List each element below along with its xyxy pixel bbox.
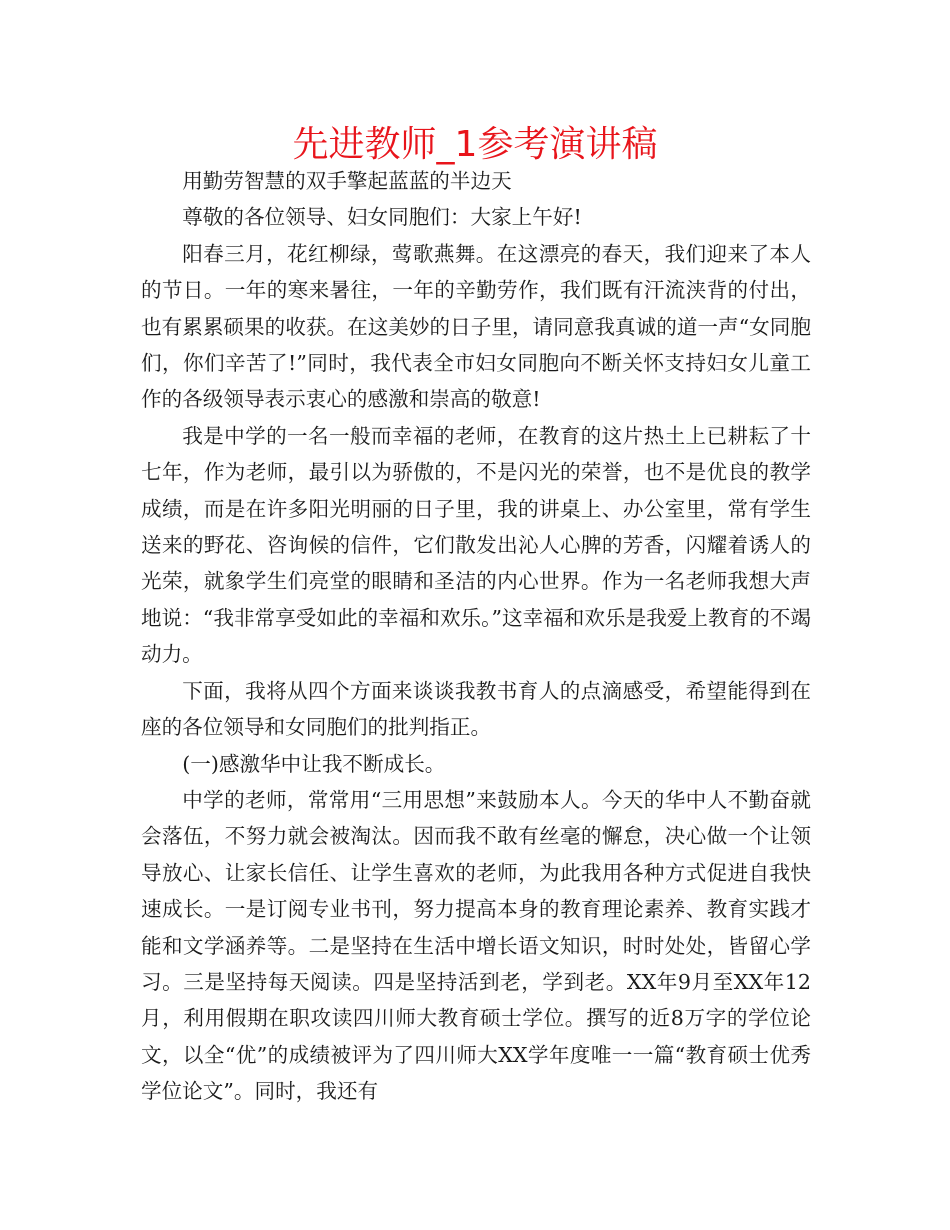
- body-paragraph: 中学的老师，常常用“三用思想”来鼓励本人。今天的华中人不勤奋就会落伍，不努力就会被淘汰。因而我不敢有丝毫的懈怠，决心做一个让领导放心、让家长信任、让学生喜欢的老师，为此我用各种方式促进自我快速成长。一是订阅专业书刊，努力提高本身的教育理论素养、教育实践才能和文学涵养等。二是坚持在生活中增长语文知识，时时处处，皆留心学习。三是坚持每天阅读。四是坚持活到老，学到老。XX年9月至XX年12月，利用假期在职攻读四川师大教育硕士学位。撰写的近8万字的学位论文，以全“优”的成绩被评为了四川师大XX学年度唯一一篇“教育硕士优秀学位论文”。同时，我还有: [141, 787, 811, 1104]
- subtitle-paragraph: 用勤劳智慧的双手擎起蓝蓝的半边天: [182, 169, 512, 193]
- body-paragraph: 我是中学的一名一般而幸福的老师，在教育的这片热土上已耕耘了十七年，作为老师，最引以为骄傲的，不是闪光的荣誉，也不是优良的教学成绩，而是在许多阳光明丽的日子里，我的讲桌上、办公室里，常有学生送来的野花、咨询候的信件，它们散发出沁人心脾的芳香，闪耀着诱人的光荣，就象学生们亮堂的眼睛和圣洁的内心世界。作为一名老师我想大声地说：“我非常享受如此的幸福和欢乐。”这幸福和欢乐是我爱上教育的不竭动力。: [141, 423, 811, 667]
- body-paragraph: 下面，我将从四个方面来谈谈我教书育人的点滴感受，希望能得到在座的各位领导和女同胞们的批判指正。: [141, 678, 811, 740]
- greeting-paragraph: 尊敬的各位领导、妇女同胞们：大家上午好!: [182, 205, 582, 230]
- section-heading: (一)感激华中让我不断成长。: [182, 751, 446, 776]
- document-title: 先进教师_1参考演讲稿: [292, 124, 658, 165]
- document-body: [141, 163, 811, 1110]
- body-paragraph: 阳春三月，花红柳绿，莺歌燕舞。在这漂亮的春天，我们迎来了本人的节日。一年的寒来暑往，一年的辛勤劳作，我们既有汗流浃背的付出，也有累累硕果的收获。在这美妙的日子里，请同意我真诚的道一声“女同胞们，你们辛苦了!”同时，我代表全市妇女同胞向不断关怀支持妇女儿童工作的各级领导表示衷心的感激和崇高的敬意!: [141, 241, 811, 412]
